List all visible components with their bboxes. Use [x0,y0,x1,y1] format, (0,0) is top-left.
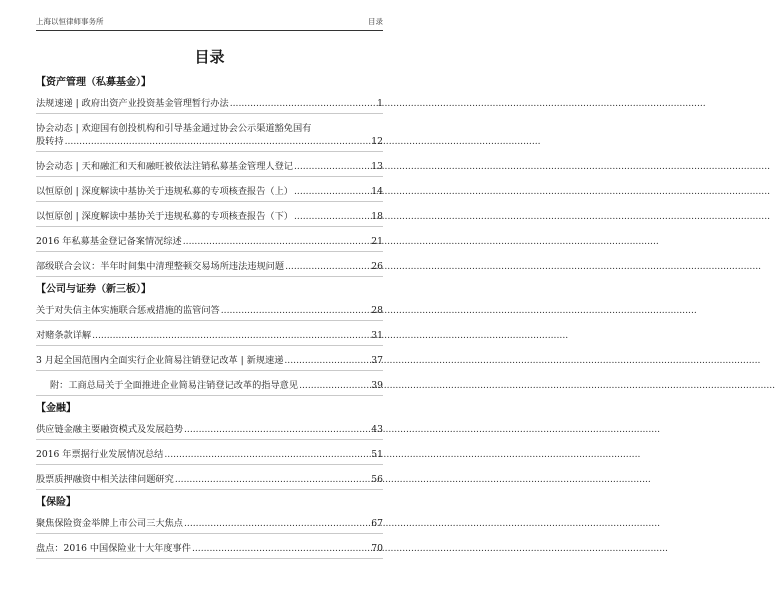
toc-entry[interactable] [36,327,383,346]
toc-entry[interactable] [36,95,383,114]
dot-leader [294,185,370,198]
header-firm-name: 上海以恒律师事务所 [36,17,104,26]
toc-entry-page-number: 21 [371,236,383,247]
page-title: 目录 [194,48,225,66]
toc-entry-title: 聚焦保险资金举牌上市公司三大焦点 [36,518,183,529]
toc-entry[interactable] [36,377,383,396]
toc-entry[interactable] [36,421,383,440]
toc-entry-title: 协会动态 | 天和融汇和天和融旺被依法注销私募基金管理人登记 [36,161,293,172]
toc-entry-page-number: 43 [371,424,383,435]
dot-leader [294,160,370,173]
dot-leader [184,423,370,436]
page-header [36,14,383,31]
dot-leader [285,260,370,273]
toc-entry[interactable] [36,540,383,559]
toc-entry[interactable] [36,302,383,321]
toc-entry-page-number: 18 [371,211,383,222]
toc-entry[interactable] [36,183,383,202]
toc-entry-page-number: 56 [371,474,383,485]
dot-leader [184,517,370,530]
dot-leader [92,329,370,342]
toc-entry[interactable] [36,446,383,465]
toc-entry-title: 法规速递 | 政府出资产业投资基金管理暂行办法 [36,98,229,109]
toc-entry-page-number: 12 [371,136,383,147]
toc-entry-page-number: 37 [371,355,383,366]
toc-entry[interactable] [36,208,383,227]
dot-leader [284,354,370,367]
toc-entry-page-number: 14 [371,186,383,197]
toc-entry[interactable] [36,120,383,152]
dot-leader [230,97,376,110]
section-heading: 【公司与证券（新三板）】 [36,284,151,295]
toc-entry-title: 2016 年私募基金登记备案情况综述 [36,236,182,247]
toc-entry-title: 关于对失信主体实施联合惩戒措施的监管问答 [36,305,220,316]
toc-entry-page-number: 39 [371,380,383,391]
dot-leader [294,210,370,223]
toc-entry-page-number: 67 [371,518,383,529]
dot-leader [183,235,371,248]
section-heading: 【金融】 [36,403,76,414]
toc-entry-title: 附：工商总局关于全面推进企业简易注销登记改革的指导意见 [50,380,299,391]
toc-entry-title: 以恒原创 | 深度解读中基协关于违规私募的专项核查报告（上） [36,186,293,197]
toc-entry-page-number: 28 [371,305,383,316]
toc-entry[interactable] [36,471,383,490]
dot-leader [65,135,371,148]
section-heading: 【资产管理（私募基金）】 [36,77,151,88]
toc-entry-title: 股转持 [36,136,64,147]
toc-entry-page-number: 1 [377,98,383,109]
toc-entry-title: 对赌条款详解 [36,330,92,341]
toc-entry-title: 股票质押融资中相关法律问题研究 [36,474,174,485]
toc-entry-page-number: 51 [371,449,383,460]
toc-entry-title: 3 月起全国范围内全面实行企业简易注销登记改革 | 新规速递 [36,355,284,366]
dot-leader [175,473,370,486]
toc-entry-title-line: 协会动态 | 欢迎国有创投机构和引导基金通过协会公示渠道豁免国有 [36,123,312,134]
toc-entry-title: 以恒原创 | 深度解读中基协关于违规私募的专项核查报告（下） [36,211,293,222]
header-section-label: 目录 [368,17,383,26]
section-heading: 【保险】 [36,497,76,508]
toc-entry-page-number: 26 [371,261,383,272]
toc-entry[interactable] [36,233,383,252]
dot-leader [221,304,371,317]
toc-entry-page-number: 31 [371,330,383,341]
table-of-contents [36,70,383,565]
dot-leader [164,448,370,461]
toc-entry-title: 2016 年票据行业发展情况总结 [36,449,164,460]
toc-entry-title: 盘点：2016 中国保险业十大年度事件 [36,543,191,554]
toc-entry[interactable] [36,258,383,277]
toc-entry-title: 供应链金融主要融资模式及发展趋势 [36,424,183,435]
toc-entry-page-number: 13 [371,161,383,172]
toc-entry[interactable] [36,352,383,371]
dot-leader [299,379,370,392]
dot-leader [192,542,370,555]
toc-entry-title: 部级联合会议：半年时间集中清理整顿交易场所违法违规问题 [36,261,285,272]
toc-entry[interactable] [36,515,383,534]
toc-entry-page-number: 70 [371,543,383,554]
toc-entry[interactable] [36,158,383,177]
